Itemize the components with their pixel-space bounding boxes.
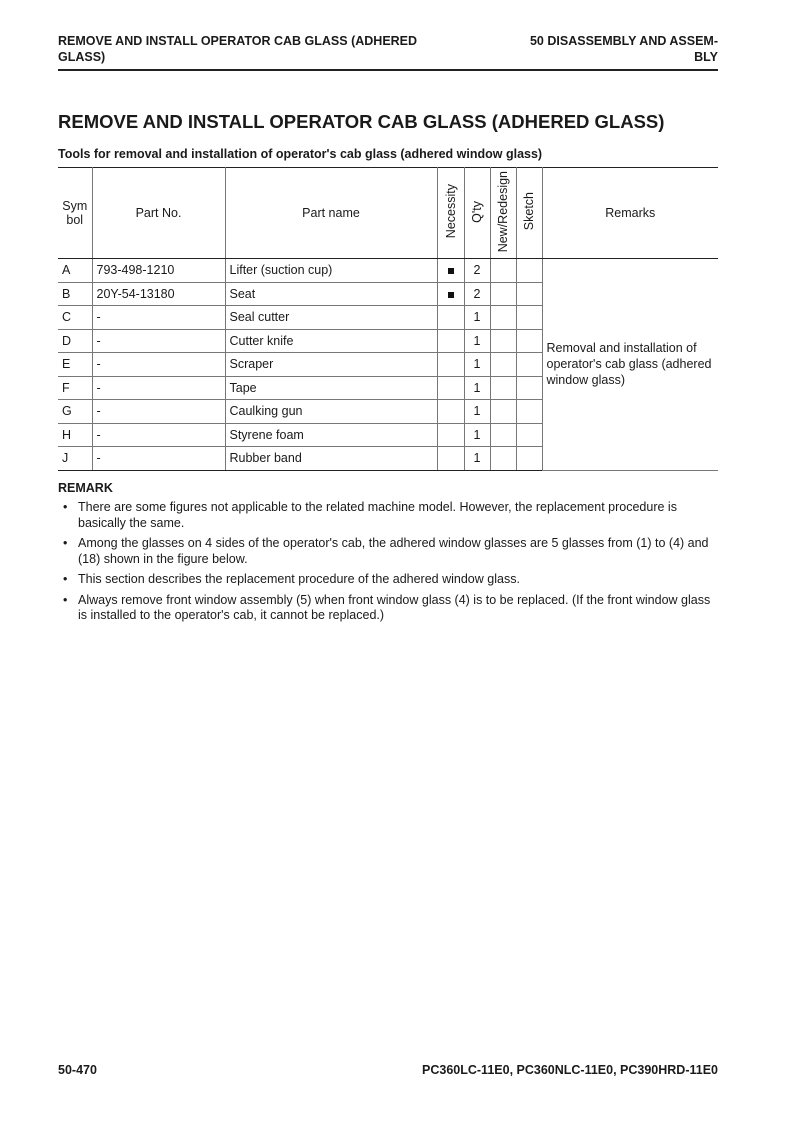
- cell-sketch: [516, 423, 542, 447]
- cell-part-no: -: [92, 376, 225, 400]
- cell-sketch: [516, 329, 542, 353]
- cell-part-name: Rubber band: [225, 447, 437, 471]
- col-header-sketch: Sketch: [516, 168, 542, 259]
- table-header-row: [58, 168, 718, 259]
- cell-part-name: Caulking gun: [225, 400, 437, 424]
- remark-list: [58, 500, 720, 629]
- cell-new-redesign: [490, 376, 516, 400]
- cell-symbol: E: [58, 353, 92, 377]
- cell-necessity: [437, 329, 464, 353]
- cell-necessity: [437, 353, 464, 377]
- cell-sketch: [516, 306, 542, 330]
- cell-necessity: [437, 400, 464, 424]
- filled-square-icon: [448, 268, 454, 274]
- cell-symbol: D: [58, 329, 92, 353]
- cell-part-no: -: [92, 400, 225, 424]
- table-row: [58, 259, 718, 283]
- cell-remarks: Removal and installation of operator's cab glass (adhered window glass): [542, 259, 718, 471]
- cell-qty: 1: [464, 376, 490, 400]
- cell-symbol: F: [58, 376, 92, 400]
- header-chapter-title: [498, 33, 718, 65]
- cell-qty: 1: [464, 400, 490, 424]
- cell-part-no: -: [92, 353, 225, 377]
- cell-sketch: [516, 282, 542, 306]
- filled-square-icon: [448, 292, 454, 298]
- page-number: 50-470: [58, 1063, 97, 1077]
- cell-part-name: Tape: [225, 376, 437, 400]
- page-title: REMOVE AND INSTALL OPERATOR CAB GLASS (ADHERED GLASS): [58, 111, 665, 132]
- header-chapter-title-line2: BLY: [694, 50, 718, 64]
- cell-sketch: [516, 259, 542, 283]
- col-header-symbol: Sym bol: [58, 168, 92, 259]
- cell-new-redesign: [490, 306, 516, 330]
- cell-symbol: J: [58, 447, 92, 471]
- cell-qty: 1: [464, 353, 490, 377]
- header-section-title-line2: GLASS): [58, 50, 106, 64]
- cell-necessity: [437, 259, 464, 283]
- cell-qty: 1: [464, 423, 490, 447]
- cell-new-redesign: [490, 423, 516, 447]
- cell-qty: 2: [464, 282, 490, 306]
- cell-qty: 1: [464, 306, 490, 330]
- list-item: • Among the glasses on 4 sides of the operator's cab, the adhered window glasses are 5 glasses from (1) to (4) and (18) shown in the figure below.: [58, 536, 720, 567]
- cell-necessity: [437, 282, 464, 306]
- cell-new-redesign: [490, 282, 516, 306]
- cell-qty: 2: [464, 259, 490, 283]
- cell-new-redesign: [490, 400, 516, 424]
- col-header-remarks: Remarks: [542, 168, 718, 259]
- machine-models: PC360LC-11E0, PC360NLC-11E0, PC390HRD-11E0: [422, 1063, 718, 1077]
- header-section-title-line1: REMOVE AND INSTALL OPERATOR CAB GLASS (ADHERED: [58, 34, 418, 48]
- cell-sketch: [516, 376, 542, 400]
- cell-qty: 1: [464, 329, 490, 353]
- remark-heading: REMARK: [58, 481, 113, 495]
- header-chapter-title-line1: 50 DISASSEMBLY AND ASSEM-: [529, 34, 718, 48]
- col-header-part-no: Part No.: [92, 168, 225, 259]
- cell-part-no: 20Y-54-13180: [92, 282, 225, 306]
- list-item: • Always remove front window assembly (5) when front window glass (4) is to be replaced. (If the front window glass is installed to the operator's cab, it cannot be replaced.): [58, 593, 720, 624]
- cell-symbol: B: [58, 282, 92, 306]
- cell-part-name: Seat: [225, 282, 437, 306]
- cell-symbol: G: [58, 400, 92, 424]
- col-header-part-name: Part name: [225, 168, 437, 259]
- cell-necessity: [437, 423, 464, 447]
- cell-part-no: 793-498-1210: [92, 259, 225, 283]
- cell-part-no: -: [92, 306, 225, 330]
- cell-part-name: Cutter knife: [225, 329, 437, 353]
- col-header-new-redesign: New/Redesign: [490, 168, 516, 259]
- page-header: [58, 33, 718, 71]
- list-item: • There are some figures not applicable to the related machine model. However, the replacement procedure is basically the same.: [58, 500, 720, 531]
- cell-necessity: [437, 306, 464, 330]
- tools-table-body: [58, 259, 718, 471]
- tools-subtitle: Tools for removal and installation of operator's cab glass (adhered window glass): [58, 147, 543, 161]
- col-header-qty: Q'ty: [464, 168, 490, 259]
- cell-necessity: [437, 376, 464, 400]
- col-header-necessity: Necessity: [437, 168, 464, 259]
- cell-necessity: [437, 447, 464, 471]
- cell-part-no: -: [92, 423, 225, 447]
- cell-part-name: Scraper: [225, 353, 437, 377]
- list-item: • This section describes the replacement procedure of the adhered window glass.: [58, 572, 720, 588]
- cell-new-redesign: [490, 353, 516, 377]
- cell-symbol: H: [58, 423, 92, 447]
- cell-new-redesign: [490, 329, 516, 353]
- cell-sketch: [516, 400, 542, 424]
- cell-symbol: A: [58, 259, 92, 283]
- cell-part-name: Seal cutter: [225, 306, 437, 330]
- cell-part-no: -: [92, 329, 225, 353]
- cell-new-redesign: [490, 447, 516, 471]
- cell-part-name: Styrene foam: [225, 423, 437, 447]
- header-section-title: [58, 33, 458, 65]
- cell-symbol: C: [58, 306, 92, 330]
- cell-part-no: -: [92, 447, 225, 471]
- cell-sketch: [516, 447, 542, 471]
- cell-part-name: Lifter (suction cup): [225, 259, 437, 283]
- cell-qty: 1: [464, 447, 490, 471]
- cell-new-redesign: [490, 259, 516, 283]
- cell-sketch: [516, 353, 542, 377]
- tools-table: [58, 167, 718, 471]
